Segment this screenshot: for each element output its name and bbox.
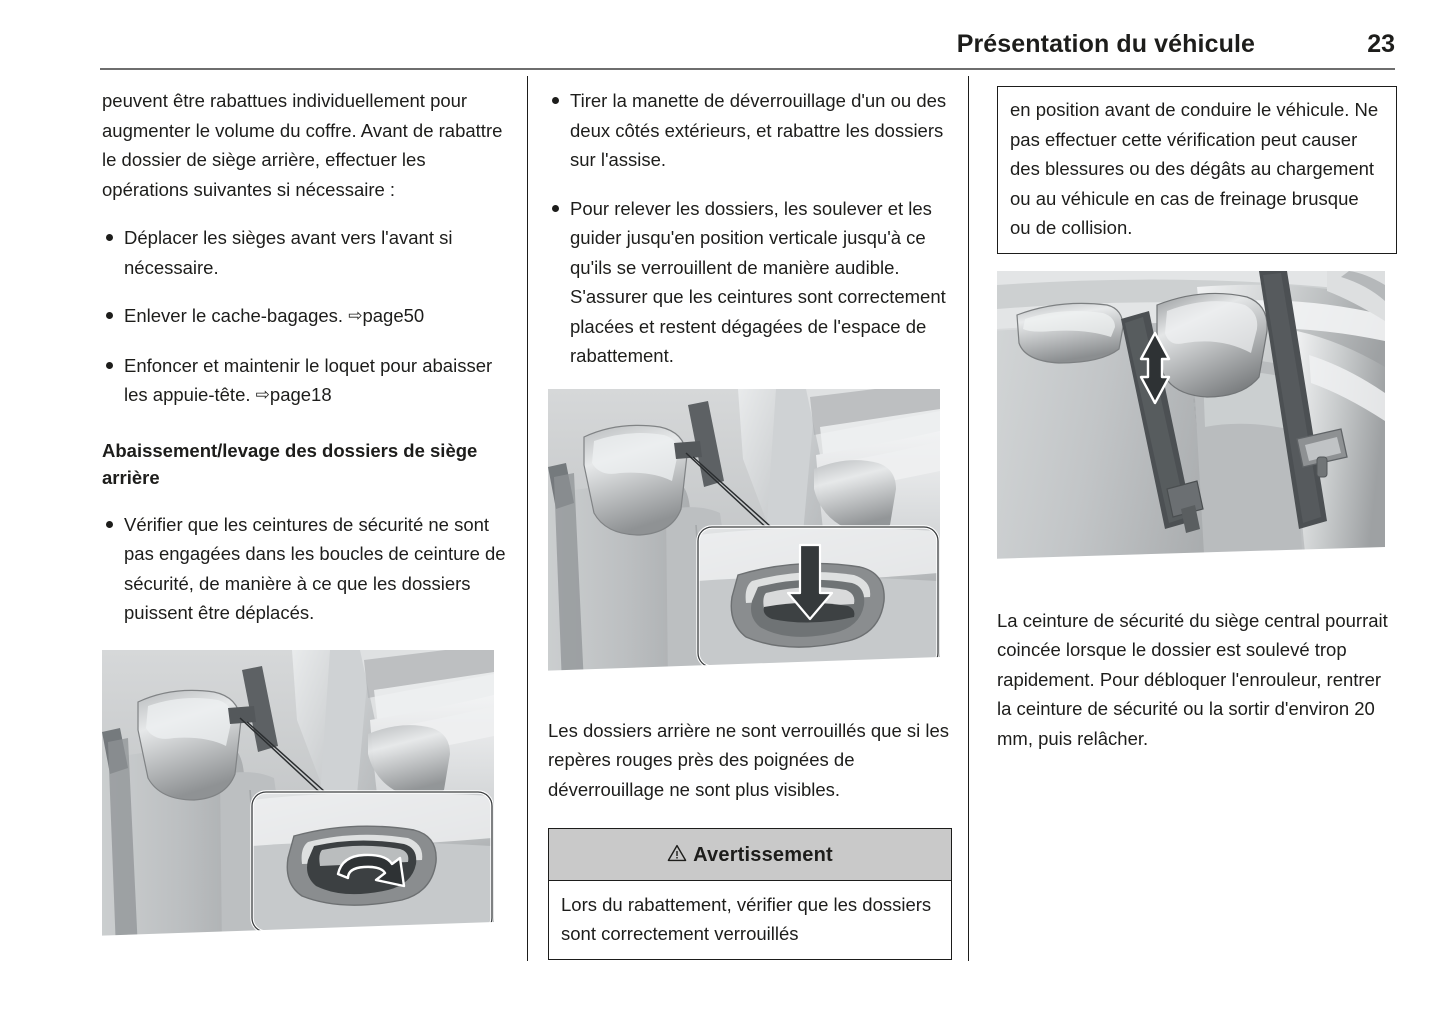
left-column xyxy=(102,86,507,960)
continued-warning-box: en position avant de conduire le véhicule. Ne pas effectuer cette vérification peut causer des blessures ou des dégâts au chargement ou au véhicule en cas de freinage brusque ou de collision. xyxy=(997,86,1397,254)
list-item-text: Vérifier que les ceintures de sécurité ne sont pas engagées dans les boucles de ceinture de sécurité, de manière à ce que les dossiers puissent être déplacés. xyxy=(124,513,506,623)
warning-title: Avertissement xyxy=(693,844,833,866)
figure-rear-bench-seatbelt-graphic xyxy=(997,271,1385,582)
list-item-text: Déplacer les sièges avant vers l'avant si nécessaire. xyxy=(124,227,453,278)
warning-box xyxy=(548,828,952,960)
warning-body: Lors du rabattement, vérifier que les dossiers sont correctement verrouillés xyxy=(561,894,932,944)
middle-column xyxy=(548,86,953,960)
list-item-text: Pour relever les dossiers, les soulever et les guider jusqu'en position verticale jusqu'à ce qu'ils se verrouillent de manière audible. S'assurer que les ceintures sont correctement placées et restent dégagées de l'espace de rabattement. xyxy=(570,197,946,366)
list-item xyxy=(102,351,507,411)
figure-seatback-latch-release xyxy=(102,650,494,960)
list-item xyxy=(102,301,507,332)
preparation-steps-list xyxy=(102,223,507,411)
figure-seatback-latch-press-graphic xyxy=(548,389,940,694)
list-item-text: Enfoncer et maintenir le loquet pour abaisser les appuie-tête. xyxy=(124,354,493,405)
page-reference-label: page50 xyxy=(362,305,425,326)
header-rule xyxy=(100,68,1395,70)
list-item xyxy=(548,194,953,371)
figure-seatback-latch-press xyxy=(548,389,940,694)
center-seatbelt-paragraph: La ceinture de sécurité du siège central pourrait coincée lorsque le dossier est soulevé trop rapidement. Pour débloquer l'enrouleur, rentrer la ceinture de sécurité ou la sortir d'environ 20 mm, puis relâcher. xyxy=(997,609,1388,749)
page-reference[interactable] xyxy=(256,384,332,405)
page-reference[interactable] xyxy=(348,305,424,326)
locked-indicator-paragraph: Les dossiers arrière ne sont verrouillés que si les repères rouges près des poignées de déverrouillage ne sont plus visibles. xyxy=(548,719,950,800)
figure-seatback-latch-release-graphic xyxy=(102,650,494,960)
section-subheading: Abaissement/levage des dossiers de siège arrière xyxy=(102,439,478,488)
page-number: 23 xyxy=(1367,30,1395,58)
page-header xyxy=(100,30,1395,72)
warning-triangle-icon-glyph xyxy=(667,844,687,862)
list-item xyxy=(102,510,507,628)
page-arrow-icon: ⇨ xyxy=(348,306,363,325)
list-item xyxy=(548,86,953,175)
figure-rear-bench-seatbelt xyxy=(997,271,1385,582)
list-item-text: Enlever le cache-bagages. xyxy=(124,305,344,326)
foldlever-steps-list xyxy=(548,86,953,371)
warning-triangle-icon xyxy=(667,844,687,868)
list-item xyxy=(102,223,507,282)
page-arrow-icon: ⇨ xyxy=(255,385,270,404)
intro-paragraph: peuvent être rabattues individuellement pour augmenter le volume du coffre. Avant de rabattre le dossier de siège arrière, effectuer les opérations suivantes si nécessaire : xyxy=(102,90,503,200)
right-column xyxy=(997,86,1397,753)
page-reference-label: page18 xyxy=(269,384,332,405)
column-divider-right xyxy=(968,76,969,961)
list-item-text: Tirer la manette de déverrouillage d'un ou des deux côtés extérieurs, et rabattre les dossiers sur l'assise. xyxy=(570,90,947,170)
column-divider-left xyxy=(527,76,528,961)
seatbelt-check-list xyxy=(102,510,507,628)
page-title: Présentation du véhicule xyxy=(956,30,1255,58)
warning-header xyxy=(549,829,951,881)
